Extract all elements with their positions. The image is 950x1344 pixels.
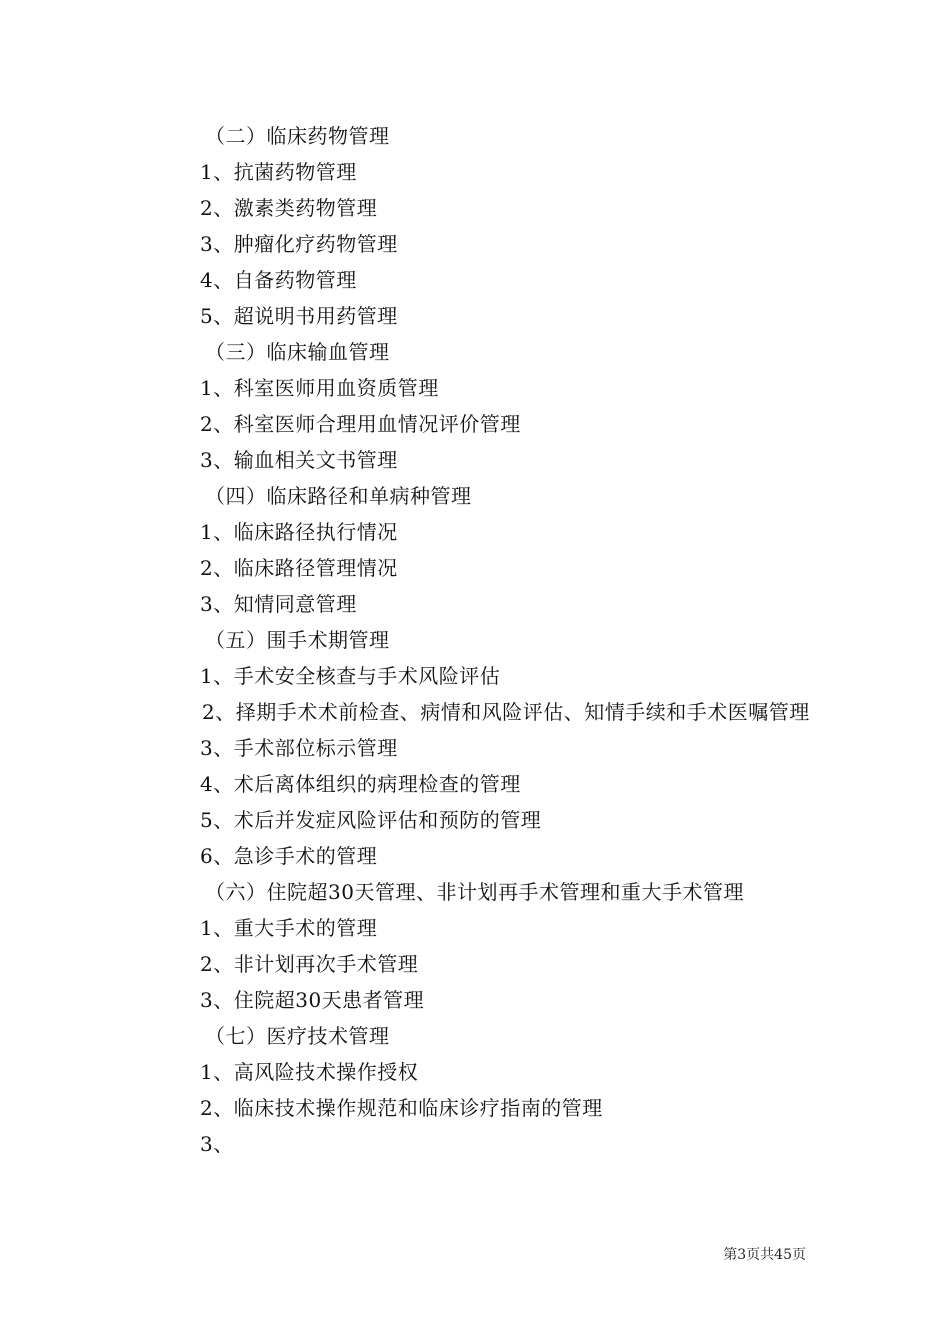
page-number-footer: 第3页共45页 [723, 1247, 806, 1263]
list-item: 1、重大手术的管理 [200, 916, 378, 940]
section-heading-drugs: （二）临床药物管理 [205, 124, 390, 148]
list-item: 1、临床路径执行情况 [200, 520, 398, 544]
list-item: 2、非计划再次手术管理 [200, 952, 419, 976]
list-item: 2、临床路径管理情况 [200, 556, 398, 580]
list-item: 2、激素类药物管理 [200, 196, 378, 220]
list-item: 5、术后并发症风险评估和预防的管理 [200, 808, 542, 832]
list-item: 3、 [200, 1132, 234, 1156]
section-heading-clinical-pathway: （四）临床路径和单病种管理 [205, 484, 472, 508]
list-item: 4、术后离体组织的病理检查的管理 [200, 772, 521, 796]
section-heading-perioperative: （五）围手术期管理 [205, 628, 390, 652]
list-item: 3、输血相关文书管理 [200, 448, 398, 472]
list-item: 3、知情同意管理 [200, 592, 357, 616]
list-item: 2、临床技术操作规范和临床诊疗指南的管理 [200, 1096, 603, 1120]
list-item: 4、自备药物管理 [200, 268, 357, 292]
list-item: 1、科室医师用血资质管理 [200, 376, 439, 400]
list-item: 1、高风险技术操作授权 [200, 1060, 419, 1084]
document-body [145, 118, 815, 1162]
section-heading-transfusion: （三）临床输血管理 [205, 340, 390, 364]
section-heading-medical-technology: （七）医疗技术管理 [205, 1024, 390, 1048]
list-item-wrapped: 2、择期手术术前检查、病情和风险评估、知情手续和手术医嘱管理 [202, 700, 810, 724]
list-item: 1、手术安全核查与手术风险评估 [200, 664, 501, 688]
list-item: 1、抗菌药物管理 [200, 160, 357, 184]
list-item: 3、手术部位标示管理 [200, 736, 398, 760]
list-item: 5、超说明书用药管理 [200, 304, 398, 328]
list-item: 2、科室医师合理用血情况评价管理 [200, 412, 521, 436]
list-item: 6、急诊手术的管理 [200, 844, 378, 868]
list-item: 3、住院超30天患者管理 [200, 988, 425, 1012]
list-item: 3、肿瘤化疗药物管理 [200, 232, 398, 256]
section-heading-hospitalization: （六）住院超30天管理、非计划再手术管理和重大手术管理 [205, 880, 744, 904]
